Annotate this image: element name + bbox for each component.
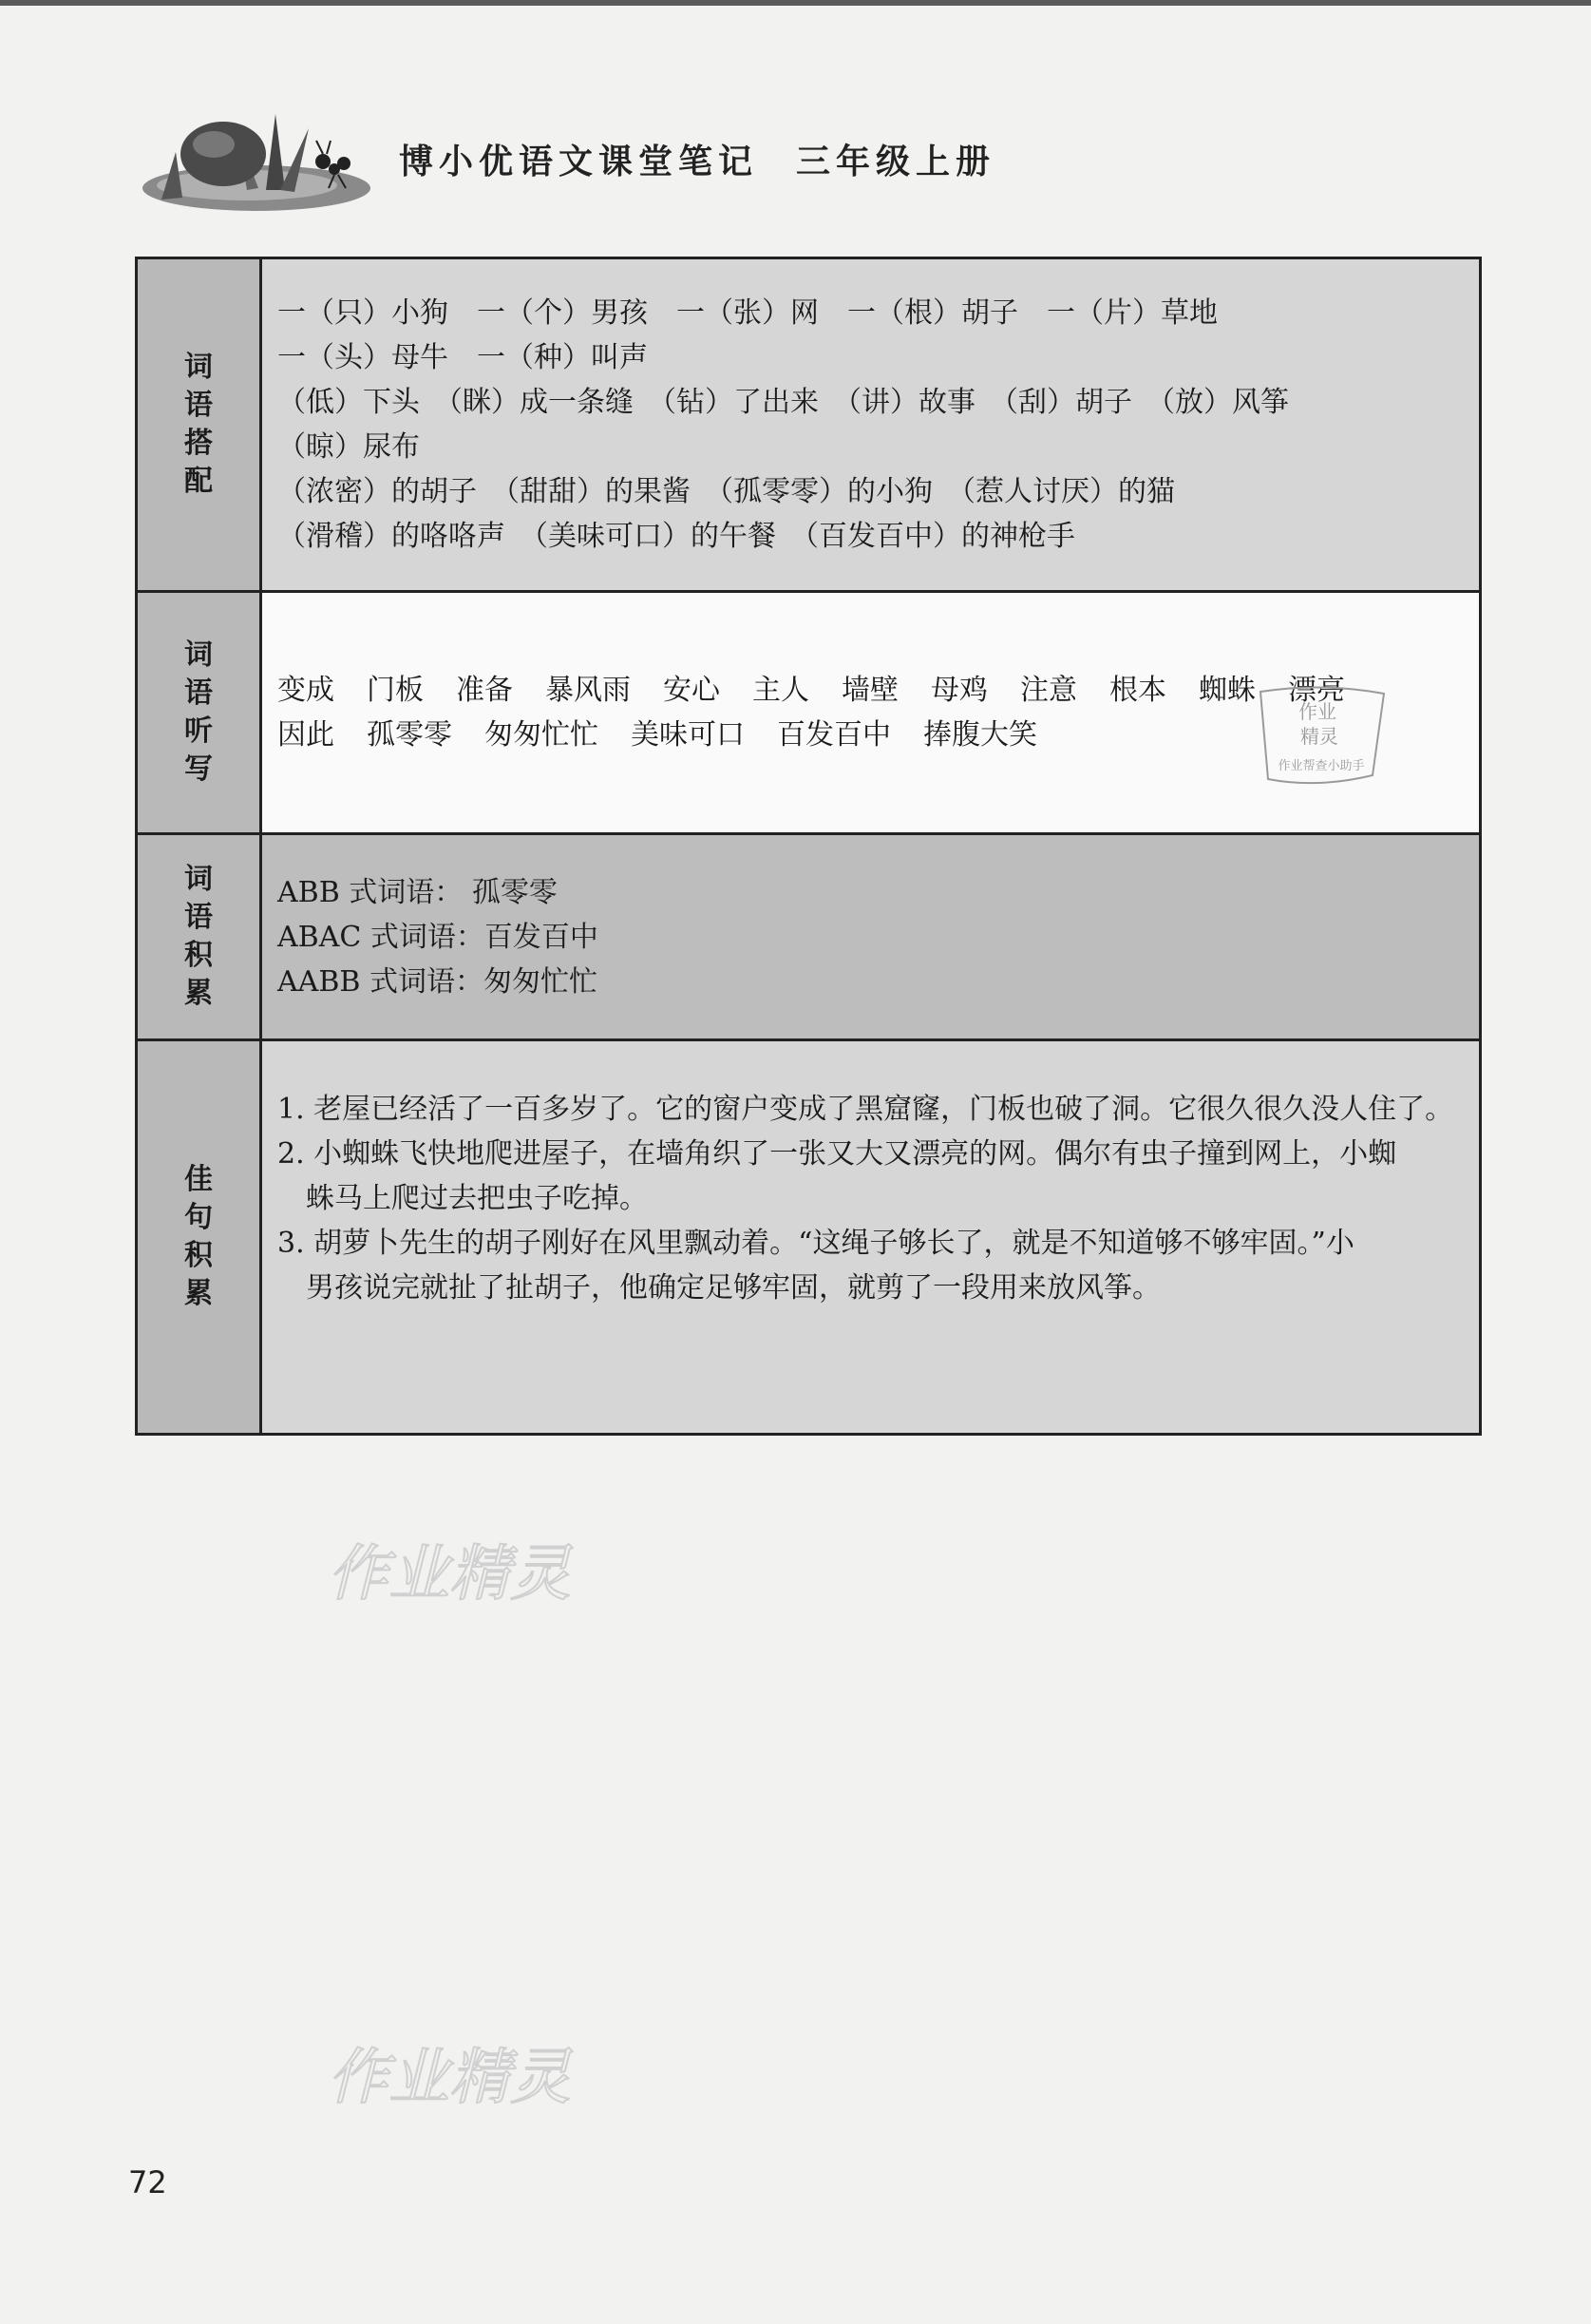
row-label: 词语积累 [137, 834, 261, 1040]
svg-text:作业精灵: 作业精灵 [328, 2043, 571, 2113]
dictation-word: 因此 [277, 718, 334, 752]
dictation-word: 主人 [752, 674, 809, 707]
notes-table [135, 257, 1482, 1436]
dictation-word: 美味可口 [631, 718, 745, 752]
row-label: 佳句积累 [137, 1040, 261, 1435]
text-line: （低）下头 （眯）成一条缝 （钻）了出来 （讲）故事 （刮）胡子 （放）风筝 [277, 386, 1289, 419]
row-word-collocation [137, 258, 1481, 592]
dictation-word: 安心 [663, 674, 720, 707]
dictation-word: 百发百中 [777, 718, 891, 752]
row-dictation [137, 592, 1481, 834]
sentence-line: 3. 胡萝卜先生的胡子刚好在风里飘动着。“这绳子够长了，就是不知道够不够牢固。”小 [277, 1227, 1354, 1260]
text-line: 一（头）母牛 一（种）叫声 [277, 341, 648, 374]
text-line: AABB 式词语：匆匆忙忙 [277, 964, 597, 999]
watermark-stamp [1251, 684, 1393, 791]
dictation-word: 蜘蛛 [1199, 674, 1256, 707]
row-content [261, 258, 1481, 592]
text-line: （浓密）的胡子 （甜甜）的果酱 （孤零零）的小狗 （惹人讨厌）的猫 [277, 475, 1175, 508]
text-line: ABAC 式词语：百发百中 [277, 920, 598, 954]
dictation-word: 漂亮 [1288, 674, 1345, 707]
sentence-line: 蛛马上爬过去把虫子吃掉。 [277, 1182, 648, 1215]
sentence-line: 2. 小蜘蛛飞快地爬进屋子，在墙角织了一张又大又漂亮的网。偶尔有虫子撞到网上，小蜘 [277, 1137, 1397, 1171]
dictation-word: 变成 [277, 674, 334, 707]
dictation-word: 母鸡 [931, 674, 988, 707]
row-label: 词语听写 [137, 592, 261, 834]
dictation-word: 墙壁 [842, 674, 899, 707]
watermark [328, 2033, 613, 2119]
stamp-line: 精灵 [1300, 725, 1338, 748]
scan-edge [0, 0, 1591, 6]
book-title: 博小优语文课堂笔记 [399, 143, 759, 181]
watermark [328, 1530, 613, 1615]
page-number: 72 [128, 2164, 167, 2200]
text-line: （晾）尿布 [277, 430, 420, 464]
page-header [133, 95, 1463, 219]
text-line: 一（只）小狗 一（个）男孩 一（张）网 一（根）胡子 一（片）草地 [277, 296, 1218, 330]
dictation-word: 根本 [1109, 674, 1166, 707]
row-content [261, 1040, 1481, 1435]
row-content [261, 592, 1481, 834]
dictation-word: 捧腹大笑 [923, 718, 1037, 752]
dictation-word: 孤零零 [367, 718, 452, 752]
dictation-word: 注意 [1020, 674, 1077, 707]
text-line: （滑稽）的咯咯声 （美味可口）的午餐 （百发百中）的神枪手 [277, 520, 1075, 553]
dictation-word: 准备 [456, 674, 513, 707]
sentence-line: 1. 老屋已经活了一百多岁了。它的窗户变成了黑窟窿，门板也破了洞。它很久很久没人住了。 [277, 1093, 1454, 1126]
dictation-word: 匆匆忙忙 [484, 718, 598, 752]
row-content [261, 834, 1481, 1040]
stamp-line: 作业帮查小助手 [1278, 759, 1365, 773]
row-label: 词语搭配 [137, 258, 261, 592]
text-line: ABB 式词语： 孤零零 [277, 875, 558, 909]
header-title [399, 135, 995, 183]
sentence-line: 男孩说完就扯了扯胡子，他确定足够牢固，就剪了一段用来放风筝。 [277, 1271, 1161, 1305]
stamp-line: 作业 [1298, 700, 1336, 723]
row-word-accumulation [137, 834, 1481, 1040]
dictation-word: 门板 [367, 674, 424, 707]
svg-text:作业精灵: 作业精灵 [328, 1539, 571, 1610]
book-grade: 三年级上册 [796, 143, 996, 181]
ant-logo-icon [133, 95, 380, 219]
row-good-sentences [137, 1040, 1481, 1435]
dictation-word: 暴风雨 [545, 674, 631, 707]
